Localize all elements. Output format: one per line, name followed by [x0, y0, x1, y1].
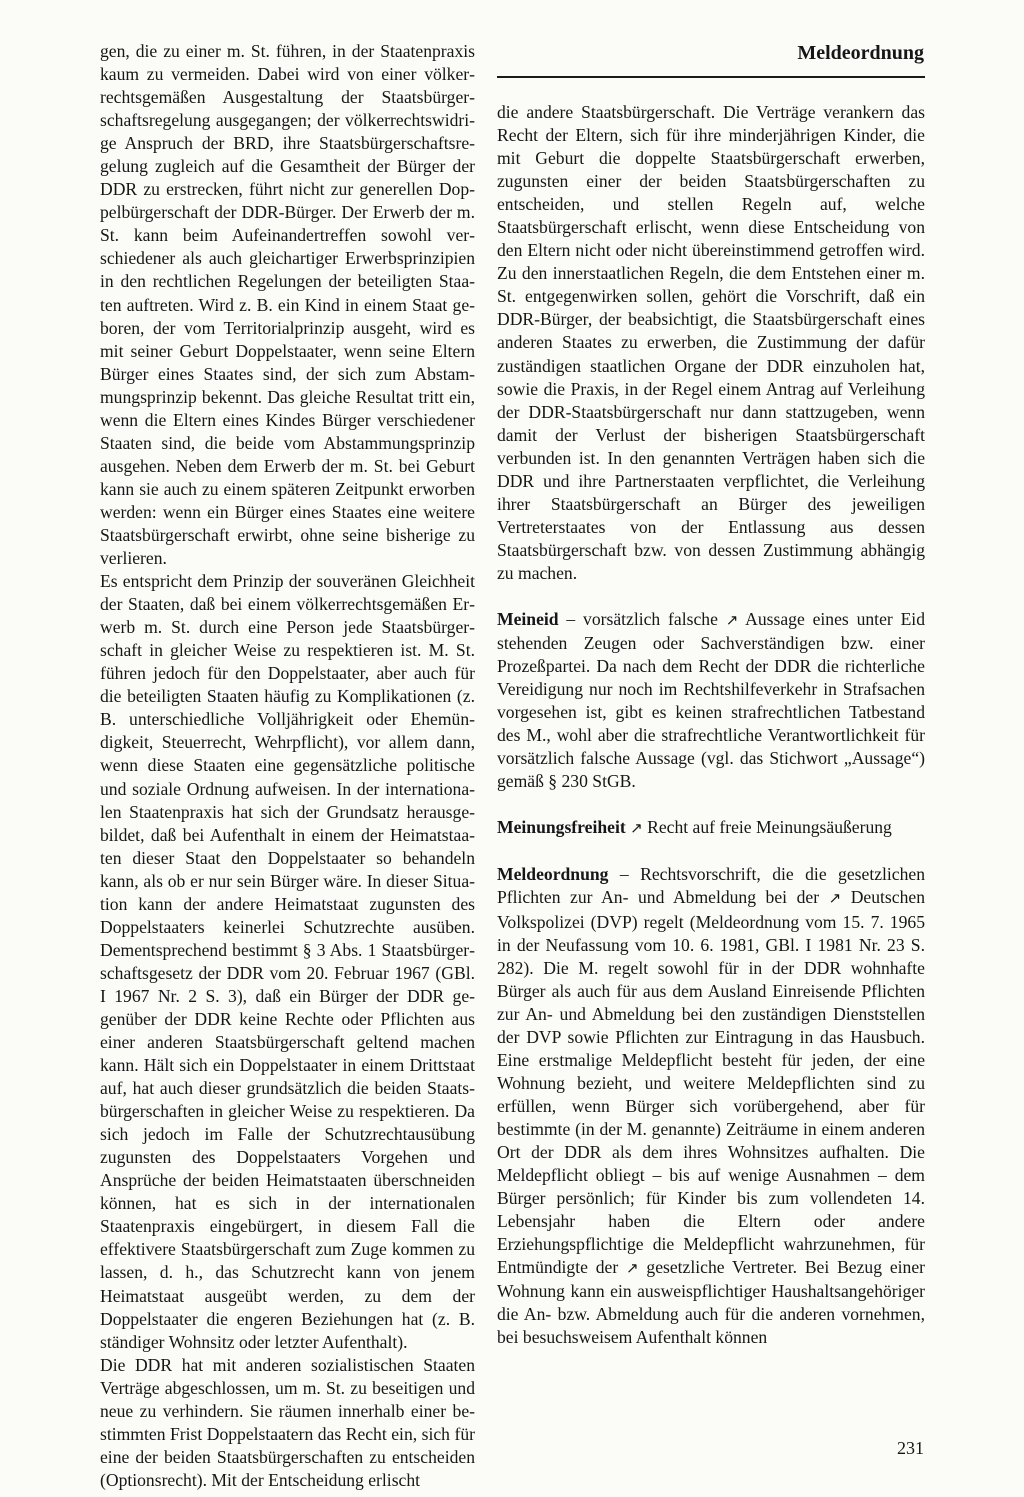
entry-text: – vorsätzlich falsche [558, 608, 726, 629]
header-rule [497, 76, 925, 78]
entry-meldeordnung [497, 863, 925, 1349]
right-column [497, 101, 925, 1391]
entry-text: Aussage eines unter Eid stehenden Zeugen oder Sachverständigen bzw. einer Prozeßpartei. Da nach dem Recht der DDR die richterliche Vereidigung nur noch im Rechtshilfeverkehr in Strafsachen vorgesehen ist, gibt es keinen strafrechtlichen Tatbestand des M., wohl aber die strafrechtliche Verantwortlichkeit für vorsätzlich falsche Aussage (vgl. das Stichwort „Aussage“) gemäß § 230 StGB. [497, 608, 925, 792]
entry-text: – Rechtsvorschrift, die die gesetzlichen Pflichten zur An- und Abmeldung bei der [497, 864, 925, 908]
entry-text: Recht auf freie Meinungsäußerung [642, 817, 892, 838]
entry-term-meineid: Meineid [497, 608, 559, 629]
running-head: Meldeordnung [797, 42, 924, 64]
right-paragraph-1: die andere Staatsbürgerschaft. Die Verträge verankern das Recht der Eltern, sich für ihre minderjährigen Kinder, die mit Geburt die doppelte Staatsbürgerschaft erwerben, zugunsten einer der beiden Staatsbürgerschaften zu entscheiden, und stellen Regeln auf, welche Staatsbürgerschaft erlischt, wenn diese Entscheidung von den Eltern nicht oder nicht übereinstimmend getroffen wird. Zu den innerstaatlichen Regeln, die dem Entstehen einer m. St. entgegenwirken sollen, gehört die Vorschrift, daß ein DDR-Bürger, der beabsichtigt, die Staatsbürgerschaft eines anderen Staates zu erwerben, die Zustimmung der dafür zuständigen staatlichen Organe der DDR einzuholen hat, sowie die Praxis, in der Regel einem Antrag auf Verleihung der DDR-Staatsbürgerschaft nur dann stattzugeben, wenn damit der Verlust der bisherigen Staatsbürgerschaft verbunden ist. In den genannten Verträgen haben sich die DDR und ihre Partnerstaaten verpflichtet, die Verleihung ihrer Staatsbürgerschaft an Bürger des jeweiligen Vertreterstaates von der Entlassung aus dessen Staatsbürgerschaft bzw. von dessen Zustimmung abhängig zu machen. [497, 102, 925, 583]
left-column [100, 40, 475, 1490]
left-paragraph-1: gen, die zu einer m. St. führen, in der Staatenpraxis kaum zu vermeiden. Dabei wird von einer völkerrechtsgemäßen Ausgestaltung der Staatsbürgerschaftsregelung ausgegangen; der völkerrechtswidrige Anspruch der BRD, ihre Staatsbürgerschaftsregelung zugleich auf die Gesamtheit der Bürger der DDR zu erstrecken, führt nicht zur generellen Doppelbürgerschaft der DDR-Bürger. Der Erwerb der m. St. kann beim Aufeinandertreffen sowohl verschiedener als auch gleichartiger Erwerbsprinzipien in den rechtlichen Regelungen der beteiligten Staaten auftreten. Wird z. B. ein Kind in einem Staat geboren, der vom Territorialprinzip ausgeht, wird es mit seiner Geburt Doppelstaater, wenn seine Eltern Bürger eines Staates sind, der sich zum Abstammungsprinzip bekennt. Das gleiche Resultat tritt ein, wenn die Eltern eines Kindes Bürger verschiedener Staaten sind, die beide vom Abstammungsprinzip ausgehen. Neben dem Erwerb der m. St. bei Geburt kann sie auch zu einem späteren Zeitpunkt erworben werden: wenn ein Bürger eines Staates eine weitere Staatsbürgerschaft erwirbt, ohne seine bisherige zu verlieren. [100, 41, 475, 569]
entry-term-meldeordnung: Meldeordnung [497, 864, 609, 885]
cross-reference-arrow-icon: ↗ [630, 819, 643, 838]
page-number: 231 [897, 1438, 924, 1458]
entry-text: Deutschen Volkspolizei (DVP) regelt (Meldeordnung vom 15. 7. 1965 in der Neufassung vom 10. 6. 1981, GBl. I 1981 Nr. 23 S. 282). Die M. regelt sowohl für in der DDR wohnhafte Bürger als auch für aus dem Ausland Einreisende Pflichten zur An- und Abmeldung bei den zuständigen Dienststellen der DVP sowie Pflichten zur Eintragung in das Hausbuch. Eine erstmalige Meldepflicht besteht für jeden, der eine Wohnung bezieht, und weitere Meldepflichten sind zu erfüllen, wenn Bürger sich vorübergehend, aber für bestimmte (in der M. genannte) Zeiträume in einem anderen Ort der DDR als dem ihres Wohnsitzes aufhalten. Die Meldepflicht obliegt – bis auf wenige Ausnahmen – dem Bürger persönlich; für Kinder bis zum vollendeten 14. Lebensjahr haben die Eltern oder andere Erziehungspflichtige die Meldepflicht wahrzunehmen, für Entmündigte der [497, 887, 925, 1278]
cross-reference-arrow-icon: ↗ [626, 1259, 639, 1278]
left-paragraph-3: Die DDR hat mit anderen sozialistischen Staaten Verträge abgeschlossen, um m. St. zu beseitigen und neue zu verhindern. Sie räumen innerhalb einer bestimmten Frist Doppelstaatern das Recht ein, sich für eine der beiden Staatsbürgerschaften zu entscheiden (Optionsrecht). Mit der Entscheidung erlischt [100, 1354, 475, 1490]
cross-reference-arrow-icon: ↗ [725, 610, 739, 629]
entry-meineid [497, 608, 925, 793]
left-paragraph-2: Es entspricht dem Prinzip der souveränen Gleichheit der Staaten, daß bei einem völkerrechtsgemäßen Erwerb m. St. durch eine Person jede Staatsbürgerschaft in gleicher Weise zu respektieren ist. M. St. führen jedoch für den Doppelstaater, aber auch für die beteiligten Staaten häufig zu Komplikationen (z. B. unterschiedliche Volljährigkeit oder Ehemündigkeit, Steuerrecht, Wehrpflicht), vor allem dann, wenn diese Staaten eine gegensätzliche politische und soziale Ordnung aufweisen. In der internationalen Staatenpraxis hat sich der Grundsatz herausgebildet, daß bei Aufenthalt in einem der Heimatstaaten dieser Staat den Doppelstaater so behandeln kann, als ob er nur sein Bürger wäre. In dieser Situation kann der andere Heimatstaat zugunsten des Doppelstaaters keinerlei Schutzrechte ausüben. Dementsprechend bestimmt § 3 Abs. 1 Staatsbürgerschaftsgesetz der DDR vom 20. Februar 1967 (GBl. I 1967 Nr. 2 S. 3), daß ein Bürger der DDR gegenüber der DDR keine Rechte oder Pflichten aus einer anderen Staatsbürgerschaft geltend machen kann. Hält sich ein Doppelstaater in einem Drittstaat auf, hat auch dieser grundsätzlich die beiden Staatsbürgerschaften in gleicher Weise zu respektieren. Da sich jedoch im Falle der Schutzrechtausübung zugunsten des Doppelstaaters Vorgehen und Ansprüche der beiden Heimatstaaten überschneiden können, hat es sich in der internationalen Staatenpraxis eingebürgert, in diesem Fall die effektivere Staatsbürgerschaft zum Zuge kommen zu lassen, d. h., das Schutzrecht kann von jenem Heimatstaat ausgeübt werden, zu dem der Doppelstaater die engeren Beziehungen hat (z. B. ständiger Wohnsitz oder letzter Aufenthalt). [100, 571, 475, 1352]
entry-term-meinungsfreiheit: Meinungsfreiheit [497, 817, 626, 838]
cross-reference-arrow-icon: ↗ [828, 889, 842, 908]
entry-meinungsfreiheit [497, 816, 925, 840]
entry-text: gesetzliche Vertreter. Bei Bezug einer Wohnung kann ein ausweispflichtiger Haushaltsangehöriger die An- bzw. Abmeldung auch für die anderen vornehmen, bei besuchsweisem Aufenthalt können [497, 1257, 926, 1348]
